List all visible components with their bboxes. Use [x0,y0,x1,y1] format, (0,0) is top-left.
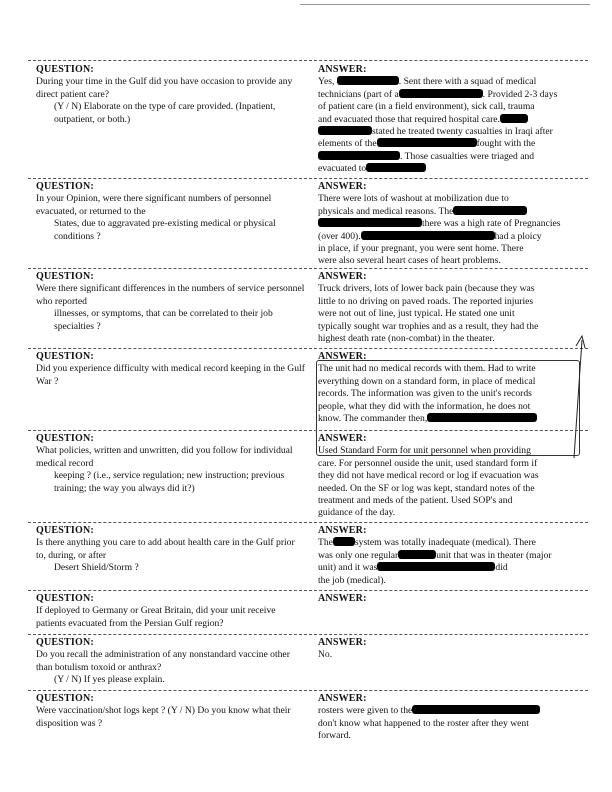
question-subtext: (Y / N) If yes please explain. [54,674,165,686]
question-subtext: keeping ? (i.e., service regulation; new instruction; previous training; the way you always did it?) [54,470,285,494]
redaction-bar [377,562,495,571]
answer-line: The unit had no medical records with them. Had to write [318,363,536,375]
answer-block [318,64,588,176]
question-label: QUESTION: [36,593,94,604]
row-divider [28,634,588,635]
question-block [36,693,306,730]
redaction-bar [337,76,399,85]
answer-line: guidance of the day. [318,507,396,519]
redaction-bar [453,206,527,215]
question-text: Do you recall the administration of any nonstandard vaccine other than botulism toxoid or anthrax? [36,649,290,673]
qa-row [28,178,588,268]
question-text: In your Opinion, were there significant numbers of personnel evacuated, or returned to the [36,193,272,217]
row-divider [28,60,588,61]
answer-line: elements of the fought with the [318,138,536,150]
answer-label: ANSWER: [318,693,367,704]
answer-line: needed. On the SF or log was kept, standard notes of the [318,482,535,494]
answer-line: were not out of line, just typical. He stated one unit [318,308,515,320]
answer-line: they did not have medical record or log if evacuation was [318,470,539,482]
answer-line: No. [318,649,333,661]
redaction-bar [377,138,477,147]
answer-line: physicals and medical reasons. The [318,206,588,218]
row-divider [28,348,588,349]
answer-label: ANSWER: [318,181,367,192]
answer-line: of patient care (in a field environment), sick call, trauma [318,101,535,113]
qa-row [28,634,588,690]
redaction-bar [412,705,540,714]
answer-line: the job (medical). [318,574,386,586]
question-text: What policies, written and unwritten, did you follow for individual medical record [36,445,293,469]
question-label: QUESTION: [36,525,94,536]
redaction-bar [318,151,400,160]
question-label: QUESTION: [36,64,94,75]
answer-line: rosters were given to the [318,705,588,717]
question-text: Were vaccination/shot logs kept ? (Y / N) Do you know what their disposition was ? [36,705,291,729]
row-divider [28,590,588,591]
answer-label: ANSWER: [318,433,367,444]
question-block [36,637,306,687]
qa-row [28,430,588,522]
question-label: QUESTION: [36,181,94,192]
answer-line: The system was totally inadequate (medical). There [318,537,536,549]
answer-line: care. For personnel ouside the unit, used standard form if [318,457,538,469]
redaction-bar [366,163,426,172]
qa-row [28,590,588,634]
answer-line: Used Standard Form for unit personnel when providing [318,445,531,457]
question-text: If deployed to Germany or Great Britain, did your unit receive patients evacuated from the Persian Gulf region? [36,605,276,629]
answer-line: records. The information was given to the unit's records [318,388,532,400]
answer-line: Truck drivers, lots of lower back pain (because they was [318,283,535,295]
answer-line: evacuated to [318,163,588,175]
question-block [36,181,306,243]
answer-line: (over 400). had a ploicy [318,230,542,242]
answer-line: little to no driving on paved roads. The reported injuries [318,295,534,307]
redaction-bar [500,114,528,123]
question-label: QUESTION: [36,351,94,362]
question-subtext: illnesses, or symptoms, that can be correlated to their job specialties ? [54,308,273,332]
answer-block [318,593,588,605]
answer-line: everything down on a standard form, in place of medical [318,375,536,387]
answer-line: forward. [318,730,351,742]
answer-line: in place, if your pregnant, you were sent home. There [318,243,524,255]
qa-row [28,268,588,348]
qa-row [28,60,588,178]
answer-line: know. The commander then, [318,413,588,425]
question-subtext: (Y / N) Elaborate on the type of care provided. (Inpatient, outpatient, or both.) [54,101,276,125]
question-label: QUESTION: [36,433,94,444]
redaction-bar [398,550,436,559]
answer-label: ANSWER: [318,525,367,536]
question-subtext: Desert Shield/Storm ? [54,562,139,574]
answer-block [318,181,588,268]
row-divider [28,690,588,691]
answer-line: technicians (part of a . Provided 2-3 days [318,88,558,100]
answer-label: ANSWER: [318,593,367,604]
answer-line: don't know what happened to the roster after they went [318,717,529,729]
answer-line: there was a high rate of Pregnancies [318,218,588,230]
answer-label: ANSWER: [318,637,367,648]
question-subtext: States, due to aggravated pre-existing medical or physical conditions ? [54,218,276,242]
redaction-bar [361,231,495,240]
question-label: QUESTION: [36,637,94,648]
redaction-bar [333,537,355,546]
question-text: Were there significant differences in the numbers of service personnel who reported [36,283,305,307]
answer-block [318,525,588,587]
question-block [36,351,306,388]
answer-line: people, what they did with the information, he does not [318,400,531,412]
answer-line: were also several heart cases of heart problems. [318,255,501,267]
question-text: Is there anything you care to add about health care in the Gulf prior to, during, or after [36,537,295,561]
answer-line: unit) and it was did [318,562,508,574]
top-rule [300,4,590,5]
answer-line: stated he treated twenty casualties in Iraqi after [318,126,588,138]
answer-block [318,637,588,662]
redaction-bar [318,218,422,227]
question-label: QUESTION: [36,271,94,282]
answer-label: ANSWER: [318,351,367,362]
answer-line: and evacuated those that required hospital care. [318,114,588,126]
answer-block [318,693,588,743]
answer-label: ANSWER: [318,64,367,75]
question-block [36,525,306,575]
redaction-bar [318,126,372,135]
answer-block [318,433,588,520]
qa-row [28,522,588,590]
answer-line: highest death rate (non-combat) in the theater. [318,333,495,345]
question-label: QUESTION: [36,693,94,704]
answer-line: There were lots of washout at mobilization due to [318,193,509,205]
question-block [36,271,306,333]
question-text: Did you experience difficulty with medical record keeping in the Gulf War ? [36,363,305,387]
answer-label: ANSWER: [318,271,367,282]
answer-line: treatment and meds of the patient. Used SOP's and [318,495,513,507]
redaction-bar [399,89,483,98]
row-divider [28,178,588,179]
question-block [36,64,306,126]
row-divider [28,268,588,269]
question-block [36,433,306,495]
row-divider [28,430,588,431]
qa-row [28,690,588,750]
row-divider [28,522,588,523]
answer-block [318,271,588,345]
question-text: During your time in the Gulf did you have occasion to provide any direct patient care? [36,76,293,100]
question-block [36,593,306,630]
answer-line: typically sought war trophies and as a result, they had the [318,320,539,332]
answer-line: Yes, . Sent there with a squad of medical [318,76,537,88]
answer-line: was only one regular unit that was in theater (major [318,549,552,561]
answer-line: . Those casualties were triaged and [318,151,588,163]
